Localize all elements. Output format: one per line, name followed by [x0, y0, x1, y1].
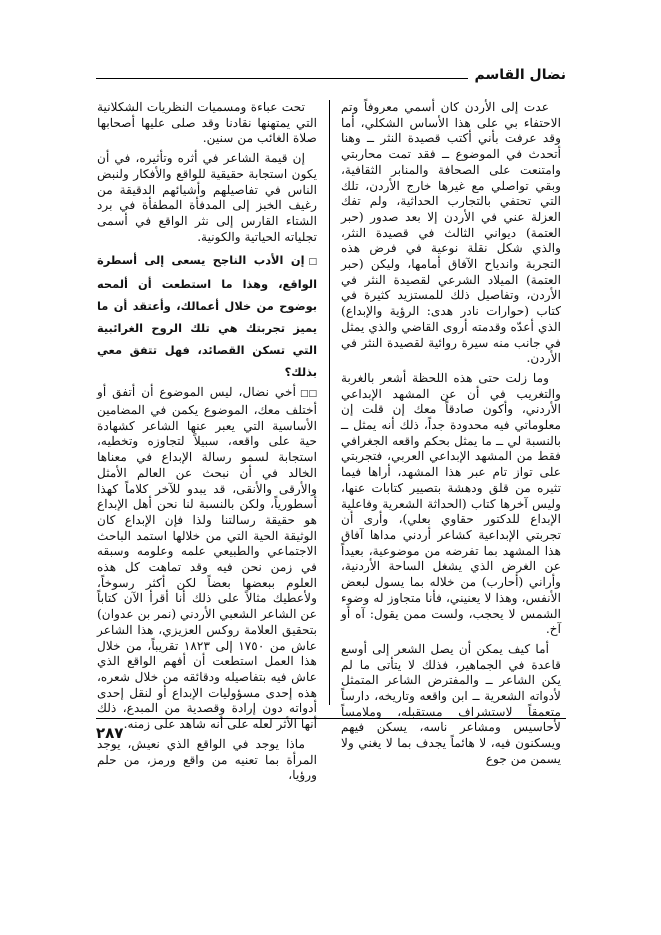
- paragraph: وما زلت حتى هذه اللحظة أشعر بالغربة والتغريب في أن عن المشهد الإبداعي الأردني، وأكون صادقاً معك إن قلت إن معلوماتي فيه محدودة جداً، ذلك أنه يمثل ــ بالنسبة لي ــ ما يمثل بحكم واقعه الجغرافي فقط من المشهد الإبداعي العربي، فتجربتي على تواز تام عبر هذا المشهد، أراها فيما تثيره من قلق ودهشة بتصيير كتابات عنها، وليس آخرها كتاب (الحداثة الشعرية وفاعلية الإبداع للدكتور حقاوي بعلي)، وأرى أن تجربتي الإبداعية كشاعر أردني مداها آفاق هذا المشهد بما تفرضه من موضوعية، بعيداً عن الغرض الذي يشغل الساحة الأردنية، وأراني (أحارب) من خلاله بما يسول لبعض الأنفس، وهذا لا يعنيني، فأنا متجاوز له وضوء الشمس لا يحجب، ولست ممن يقول: آه أو آخ.: [341, 370, 561, 637]
- answer-text: أخي نضال، ليس الموضوع أن أتفق أو أختلف معك، الموضوع يكمن في المضامين الأساسية التي يعبر عنها الشاعر كشهادة حية على واقعه، سبيلاً لتجاوزه وتخطيه، استجابة لسمو رسالة الإبداع في معناها الخالد في أن نبحث عن العالم الأمثل والأرقى والأنقى، قد يبدو للآخر كلاماً كهذا أسطورياً، ولكن بالنسبة لنا نحن أهل الإبداع هو حقيقة رسالتنا ولذا فإن الإبداع كان الوثيقة الحية التي من خلالها استمد الباحث الاجتماعي والطبيعي علمه وعلومه وسبقه في زمن نحن فيه وقد تماهت كل هذه العلوم ببعضها بعضاً لكن أكثر رسوخاً، ولأعطيك مثالاً على ذلك أنا أقرأ الآن كتاباً عن الشاعر الشعبي الأردني (نمر بن عدوان) بتحقيق العلامة روكس العزيزي، هذا الشاعر عاش من ١٧٥٠ إلى ١٨٢٣ تقريباً، من خلال هذا العمل استطعت أن أفهم الواقع الذي عاش فيه بتفاصيله ودقائقه من خلال شعره، هذه إحدى مسؤوليات الإبداع أو لنقل إحدى أدواته دون إرادة وقصدية من المبدع، ذلك أنها الأثر لعله على أنه شاهد على زمنه.: [97, 385, 317, 732]
- question-text: إن الأدب الناجح يسعى إلى أسطرة الواقع، وهذا ما استطعت أن ألمحه بوضوح من خلال أعمالك، وأعتقد أن ما يميز تجربتك هي تلك الروح الغرائبية التي تسكن القصائد، فهل تتفق معي بذلك؟: [97, 253, 317, 380]
- page-number: ٢٨٧: [96, 724, 124, 742]
- paragraph: تحت عباءة ومسميات النظريات الشكلانية التي يمتهنها نقادنا وقد صلى عليها أصحابها صلاة الغائب من سنين.: [97, 100, 317, 146]
- paragraph: عدت إلى الأردن كان أسمي معروفاً وتم الاحتفاء بي على هذا الأساس الشكلي، أما وقد عرفت بأني أكتب قصيدة النثر ــ وهنا أتحدث في الموضوع ــ فقد تمت محاربتي وامتنعت على الصحافة والمنابر الثقافية، وبقي تواصلي مع غيرها خارج الأردن، تلك التي تحتفي بالتجارب الحداثية، ولم تفك العزلة عني في الأردن إلا بعد صدور (حبر العتمة) ديواني الثالث في قصيدة النثر، والذي شكل نقلة نوعية في فرض هذه التجربة واندياح الآفاق أمامها، وليكن (حبر العتمة) الميلاد الشرعي لقصيدة النثر في الأردن، وتفاصيل ذلك للمستزيد كثيرة في كتاب (حوارات نادر هدى: الرؤية والإبداع) الذي أعدّه وقدمته أروى القاضي والذي يمثل في جانب منه سيرة روائية لقصيدة النثر في الأردن.: [341, 100, 561, 366]
- paragraph: ماذا يوجد في الواقع الذي نعيش، يوجد المرأة بما تعنيه من واقع ورمز، من حلم ورؤيا،: [97, 736, 317, 783]
- column-left: [97, 100, 317, 788]
- running-header: [96, 66, 566, 84]
- interview-question: [97, 249, 317, 383]
- footer-rule: [96, 718, 566, 719]
- column-divider: [329, 100, 330, 705]
- header-author: نضال القاسم: [474, 67, 566, 83]
- interview-answer: [97, 385, 317, 732]
- question-marker: □: [308, 257, 317, 268]
- header-rule: [96, 78, 468, 79]
- paragraph: إن قيمة الشاعر في أثره وتأثيره، في أن يكون استجابة حقيقية للواقع والأفكار ولنبض الناس في تفاصيلهم وأشيائهم الدقيقة من رغيف الخبز إلى المدفأة المطفأة في برد الشتاء القارس إلى نثر الواقع في أسمى تجلياته الحياتية والكونية.: [97, 151, 317, 244]
- paragraph: أما كيف يمكن أن يصل الشعر إلى أوسع قاعدة في الجماهير، فذلك لا يتأتى ما لم يكن الشاعر ــ والمفترض الشاعر المتمثل لأدواته الشعرية ــ ابن واقعه وتاريخه، دارساً متعمقاً لاستشراف مستقبله، وملامساً لأحاسيس ومشاعر ناسه، يسكن فيهم ويسكنون فيه، لا هائماً يجدف بما لا يغني ولا يسمن من جوع: [341, 641, 561, 766]
- column-right: [341, 100, 561, 772]
- answer-marker: □□: [299, 389, 317, 400]
